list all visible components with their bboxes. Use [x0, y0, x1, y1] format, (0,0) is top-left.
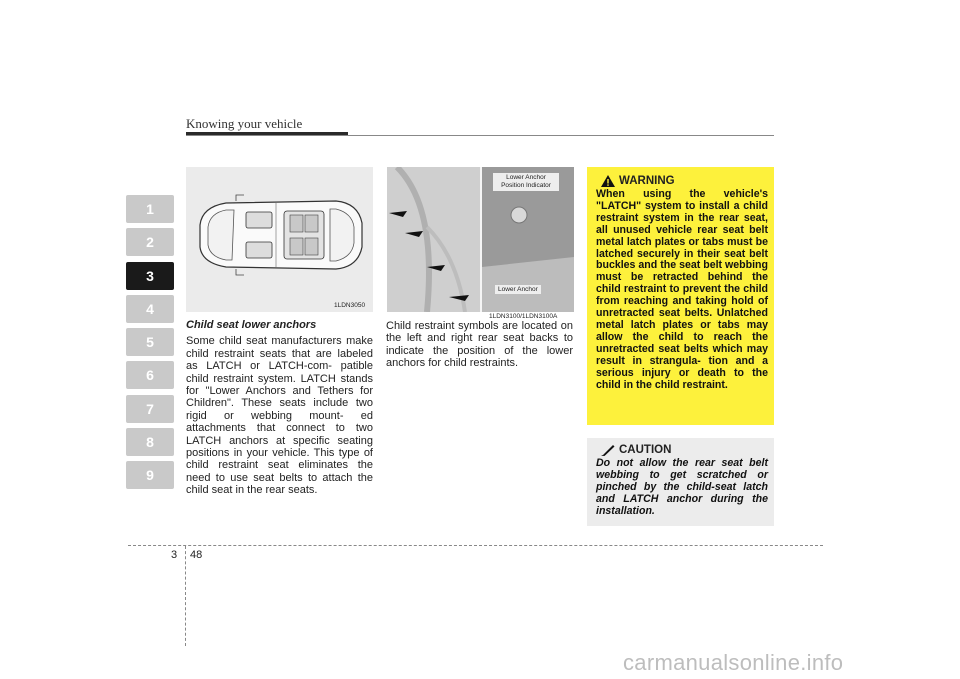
figure1-code: 1LDN3050	[334, 302, 366, 309]
warning-body: When using the vehicle's "LATCH" system to install a child restraint system in the rear seat, all unused vehicle rear seat belt metal latch plates or tabs must be latched securely in their seat belt buckles and the seat belt webbing must be retracted behind the child restraint to prevent the child from reaching and taking hold of unretracted seat belts. Unlatched metal latch plates or tabs may allow the child to reach the unretracted seat belts which may result in strangula- tion and a serious injury or death to the child in the child restraint.	[596, 188, 768, 391]
caution-box	[587, 438, 774, 526]
car-top-view-illustration	[186, 167, 373, 312]
chapter-tab-7[interactable]: 7	[126, 395, 174, 423]
chapter-tab-6[interactable]: 6	[126, 361, 174, 389]
footer-page-number: 48	[190, 549, 203, 561]
caution-body: Do not allow the rear seat belt webbing to get scratched or pinched by the child-seat latch and LATCH anchor during the installation.	[596, 457, 768, 517]
warning-heading	[596, 175, 768, 187]
watermark: carmanualsonline.info	[623, 650, 844, 675]
chapter-tab-1[interactable]: 1	[126, 195, 174, 223]
caution-heading	[596, 444, 768, 456]
left-text-column	[186, 319, 373, 497]
header-rule	[186, 135, 774, 136]
chapter-tab-8[interactable]: 8	[126, 428, 174, 456]
footer-chapter-number: 3	[171, 549, 178, 561]
warning-box	[587, 167, 774, 425]
figure-car-top-view	[186, 167, 373, 312]
label-lower-anchor: Lower Anchor	[495, 285, 541, 294]
section-body: Some child seat manufacturers make child restraint seats that are labeled as LATCH or LATCH-com- patible child restraint system. LATCH stands for "Lower Anchors and Tethers for Children". These seats include two rigid or webbing mount- ed attachments that connect to two LATCH anchors at specific seating positions in your vehicle. This type of child restraint seat eliminates the need to use seat belts to attach the child seat in the rear seats.	[186, 335, 373, 497]
figure-seat-photos	[387, 167, 574, 312]
chapter-tab-9[interactable]: 9	[126, 461, 174, 489]
chapter-tabs	[126, 195, 174, 495]
chapter-tab-4[interactable]: 4	[126, 295, 174, 323]
footer-vertical-rule	[185, 546, 186, 646]
section-header-title: Knowing your vehicle	[186, 116, 303, 131]
middle-text-column: Child restraint symbols are located on the left and right rear seat backs to indicate the position of the lower anchors for child restraints.	[386, 320, 573, 370]
chapter-tab-5[interactable]: 5	[126, 328, 174, 356]
chapter-tab-2[interactable]: 2	[126, 228, 174, 256]
caution-pencil-icon	[601, 444, 615, 456]
caution-title: CAUTION	[619, 444, 672, 456]
warning-title: WARNING	[619, 175, 675, 187]
warning-triangle-icon	[601, 175, 615, 187]
footer-rule	[128, 545, 823, 546]
label-lower-anchor-indicator: Lower Anchor Position Indicator	[493, 173, 559, 191]
chapter-tab-3[interactable]: 3	[126, 262, 174, 290]
figure2-code: 1LDN3100/1LDN3100A	[489, 313, 558, 320]
section-subheading: Child seat lower anchors	[186, 319, 317, 331]
